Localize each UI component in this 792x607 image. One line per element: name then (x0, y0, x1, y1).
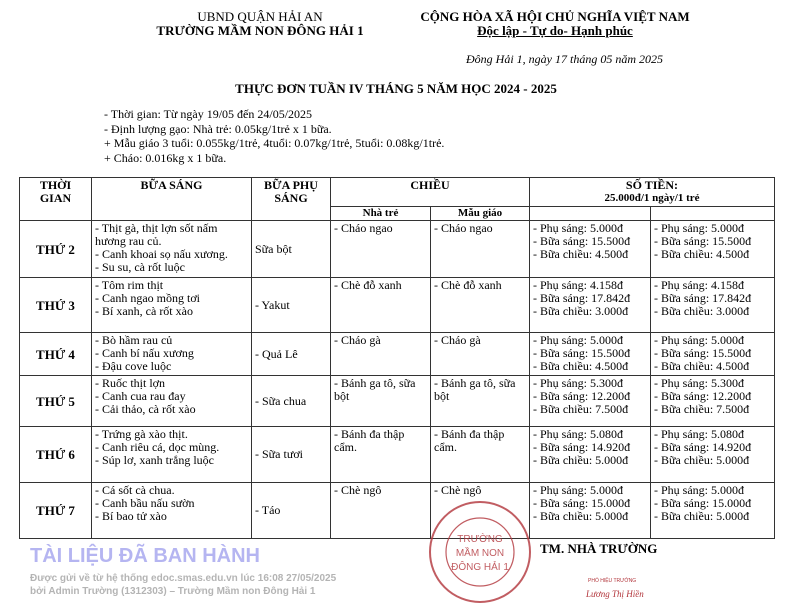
cost-nursery-cell (530, 427, 651, 483)
cost_a-line: - Bữa chiều: 4.500đ (533, 247, 629, 261)
nursery-cell: - Chè đỗ xanh (331, 278, 431, 333)
cost-nursery-cell (530, 376, 651, 427)
cost_b-line: - Bữa chiều: 4.500đ (654, 247, 750, 261)
snack-cell: - Táo (252, 483, 331, 539)
document-date: Đông Hải 1, ngày 17 tháng 05 năm 2025 (466, 52, 663, 66)
snack-cell: - Quả Lê (252, 333, 331, 376)
signer-name: Lương Thị Hiền (586, 589, 644, 599)
cost_a-line: - Bữa sáng: 15.000đ (533, 496, 631, 510)
cost_a-line: - Bữa sáng: 15.500đ (533, 346, 631, 360)
cost_a-line: - Phụ sáng: 5.080đ (533, 427, 623, 441)
cost-rate: 25.000đ/1 ngày/1 trẻ (604, 192, 700, 204)
kindergarten-cell: - Chè ngô (431, 483, 530, 539)
breakfast-cell (92, 333, 252, 376)
breakfast-line: - Bò hầm rau củ (95, 333, 173, 347)
day-cell: THỨ 2 (20, 221, 92, 278)
breakfast-line: - Bí bao tử xào (95, 509, 167, 523)
kindergarten-cell: - Bánh ga tô, sữa bột (431, 376, 530, 427)
snack-cell: - Yakut (252, 278, 331, 333)
breakfast-line: - Ruốc thịt lợn (95, 376, 166, 390)
cost-kindergarten-cell (651, 376, 775, 427)
header-time: THỜI GIAN (20, 178, 92, 221)
cost-kindergarten-cell (651, 333, 775, 376)
snack-cell: - Sữa tươi (252, 427, 331, 483)
cost_b-line: - Phụ sáng: 5.000đ (654, 483, 744, 497)
cost_a-line: - Bữa chiều: 5.000đ (533, 509, 629, 523)
document-title: THỰC ĐƠN TUẦN IV THÁNG 5 NĂM HỌC 2024 - 2025 (235, 81, 557, 96)
cost-nursery-cell (530, 221, 651, 278)
cost_a-line: - Bữa sáng: 12.200đ (533, 389, 631, 403)
header-afternoon: CHIỀU (331, 178, 530, 207)
breakfast-line: - Su su, cà rốt luộc (95, 260, 185, 274)
table-row (20, 376, 775, 427)
national-title: CỘNG HÒA XÃ HỘI CHỦ NGHĨA VIỆT NAM (420, 9, 690, 24)
day-cell: THỨ 3 (20, 278, 92, 333)
cost_a-line: - Bữa chiều: 5.000đ (533, 453, 629, 467)
cost_a-line: - Phụ sáng: 5.300đ (533, 376, 623, 390)
cost_a-line: - Bữa chiều: 4.500đ (533, 359, 629, 373)
cost_a-line: - Bữa sáng: 14.920đ (533, 440, 631, 454)
header-cost-blank (651, 207, 775, 221)
day-cell: THỨ 6 (20, 427, 92, 483)
breakfast-line: - Súp lơ, xanh trắng luộc (95, 453, 214, 467)
breakfast-cell (92, 221, 252, 278)
breakfast-line: - Canh khoai sọ nấu xương. (95, 247, 228, 261)
cost_b-line: - Bữa sáng: 12.200đ (654, 389, 752, 403)
table-row (20, 333, 775, 376)
svg-text:MẦM NON: MẦM NON (455, 548, 505, 559)
cost_b-line: - Phụ sáng: 5.000đ (654, 333, 744, 347)
nursery-cell: - Cháo gà (331, 333, 431, 376)
header-snack: BỮA PHỤ SÁNG (252, 178, 331, 221)
nursery-cell: - Cháo ngao (331, 221, 431, 278)
header-cost-blank (530, 207, 651, 221)
cost_b-line: - Bữa sáng: 15.500đ (654, 234, 752, 248)
kindergarten-cell: - Cháo gà (431, 333, 530, 376)
cost_b-line: - Phụ sáng: 4.158đ (654, 278, 744, 292)
breakfast-line: - Tôm rim thịt (95, 278, 164, 292)
svg-text:TRƯỜNG: TRƯỜNG (457, 534, 503, 545)
watermark-line: bởi Admin Trường (1312303) – Trường Mầm non Đông Hải 1 (30, 586, 316, 597)
nursery-cell: - Bánh ga tô, sữa bột (331, 376, 431, 427)
breakfast-line: - Trứng gà xào thịt. (95, 427, 188, 441)
breakfast-line: - Cá sốt cà chua. (95, 483, 175, 497)
district-name: UBND QUẬN HẢI AN (197, 9, 323, 24)
cost-nursery-cell (530, 333, 651, 376)
national-motto: Độc lập - Tự do- Hạnh phúc (477, 23, 633, 38)
cost-nursery-cell (530, 278, 651, 333)
nursery-cell: - Chè ngô (331, 483, 431, 539)
header-cost (530, 178, 775, 207)
cost_b-line: - Phụ sáng: 5.000đ (654, 221, 744, 235)
table-row (20, 221, 775, 278)
breakfast-line: - Canh bí nấu xương (95, 346, 194, 360)
table-row (20, 483, 775, 539)
breakfast-line: - Canh riêu cá, dọc mùng. (95, 440, 220, 454)
kindergarten-cell: - Bánh đa thập cẩm. (431, 427, 530, 483)
breakfast-line: - Cải thảo, cà rốt xào (95, 402, 196, 416)
breakfast-cell (92, 278, 252, 333)
watermark-line: Được gửi về từ hệ thống edoc.smas.edu.vn lúc 16:08 27/05/2025 (30, 573, 337, 584)
info-line: - Thời gian: Từ ngày 19/05 đến 24/05/2025 (104, 107, 313, 121)
header-nursery: Nhà trẻ (331, 207, 431, 221)
day-cell: THỨ 7 (20, 483, 92, 539)
breakfast-line: - Đậu cove luộc (95, 359, 172, 373)
watermark-notice (30, 572, 336, 598)
breakfast-line: - Canh ngao mồng tơi (95, 291, 200, 305)
org-header (150, 10, 370, 38)
snack-cell: - Sữa chua (252, 376, 331, 427)
kindergarten-cell: - Chè đỗ xanh (431, 278, 530, 333)
cost_b-line: - Bữa sáng: 14.920đ (654, 440, 752, 454)
cost-title: SỐ TIỀN: (625, 178, 679, 192)
cost_b-line: - Phụ sáng: 5.300đ (654, 376, 744, 390)
cost_b-line: - Bữa chiều: 5.000đ (654, 509, 750, 523)
breakfast-cell (92, 427, 252, 483)
header-kindergarten: Mẫu giáo (431, 207, 530, 221)
signer-role: PHÓ HIỆU TRƯỞNG (588, 578, 637, 584)
signature-label: TM. NHÀ TRƯỜNG (540, 541, 658, 556)
cost_a-line: - Phụ sáng: 5.000đ (533, 483, 623, 497)
cost_b-line: - Bữa sáng: 15.500đ (654, 346, 752, 360)
breakfast-cell (92, 376, 252, 427)
cost_b-line: - Phụ sáng: 5.080đ (654, 427, 744, 441)
day-cell: THỨ 5 (20, 376, 92, 427)
cost_b-line: - Bữa chiều: 3.000đ (654, 304, 750, 318)
info-line: + Mẫu giáo 3 tuổi: 0.055kg/1trẻ, 4tuổi: 0.07kg/1trẻ, 5tuổi: 0.08kg/1trẻ. (104, 136, 445, 150)
cost_a-line: - Bữa sáng: 15.500đ (533, 234, 631, 248)
day-cell: THỨ 4 (20, 333, 92, 376)
cost_b-line: - Bữa sáng: 17.842đ (654, 291, 752, 305)
cost_a-line: - Bữa sáng: 17.842đ (533, 291, 631, 305)
cost_a-line: - Phụ sáng: 5.000đ (533, 221, 623, 235)
cost-kindergarten-cell (651, 483, 775, 539)
breakfast-line: - Thịt gà, thịt lợn sốt nấm hương rau củ. (95, 221, 218, 248)
cost_b-line: - Bữa chiều: 4.500đ (654, 359, 750, 373)
cost-nursery-cell (530, 483, 651, 539)
cost_b-line: - Bữa chiều: 7.500đ (654, 402, 750, 416)
table-row (20, 278, 775, 333)
menu-info (104, 107, 444, 165)
cost-kindergarten-cell (651, 278, 775, 333)
cost_a-line: - Phụ sáng: 5.000đ (533, 333, 623, 347)
cost_b-line: - Bữa chiều: 5.000đ (654, 453, 750, 467)
breakfast-line: - Canh cua rau đay (95, 389, 186, 403)
cost_a-line: - Bữa chiều: 3.000đ (533, 304, 629, 318)
breakfast-line: - Canh bầu nấu sườn (95, 496, 195, 510)
info-line: + Cháo: 0.016kg x 1 bữa. (104, 150, 227, 165)
table-row (20, 427, 775, 483)
school-name: TRƯỜNG MẦM NON ĐÔNG HẢI 1 (156, 23, 364, 38)
info-line: - Định lượng gạo: Nhà trẻ: 0.05kg/1trẻ x 1 bữa. (104, 121, 332, 136)
cost_b-line: - Bữa sáng: 15.000đ (654, 496, 752, 510)
svg-text:ĐÔNG HẢI 1: ĐÔNG HẢI 1 (451, 562, 509, 573)
nursery-cell: - Bánh đa thập cẩm. (331, 427, 431, 483)
cost-kindergarten-cell (651, 427, 775, 483)
snack-cell: Sữa bột (252, 221, 331, 278)
cost_a-line: - Bữa chiều: 7.500đ (533, 402, 629, 416)
official-stamp (428, 500, 533, 605)
menu-table (19, 177, 775, 539)
breakfast-cell (92, 483, 252, 539)
header-breakfast: BỮA SÁNG (92, 178, 252, 221)
cost_a-line: - Phụ sáng: 4.158đ (533, 278, 623, 292)
watermark-main: TÀI LIỆU ĐÃ BAN HÀNH (30, 545, 260, 567)
cost-kindergarten-cell (651, 221, 775, 278)
breakfast-line: - Bí xanh, cà rốt xào (95, 304, 193, 318)
kindergarten-cell: - Cháo ngao (431, 221, 530, 278)
national-header (410, 10, 700, 38)
